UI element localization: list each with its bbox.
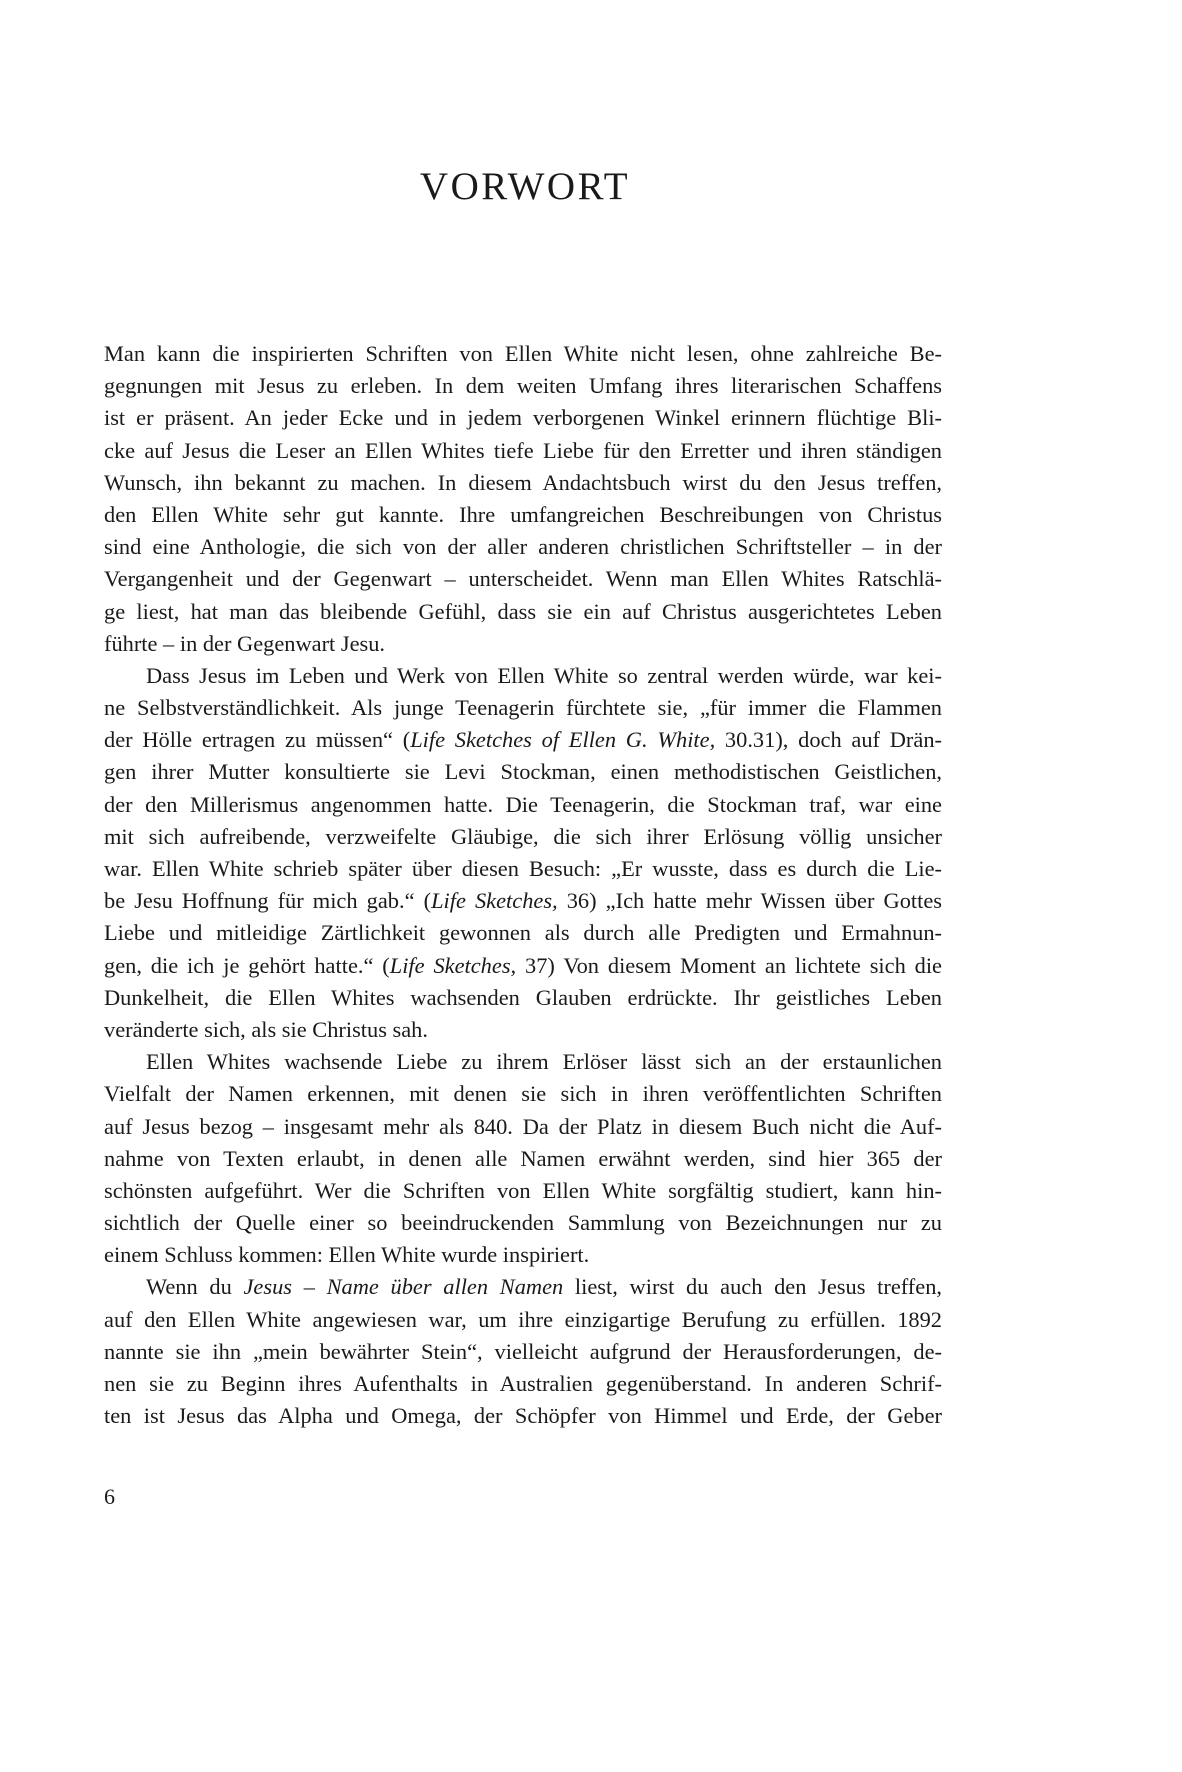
text-segment: Ellen Whites wachsende Liebe zu ihrem Erlöser lässt sich an der erstaunlichen [146,1049,942,1075]
text-line [104,1400,942,1432]
text-line [104,1111,942,1143]
text-line [104,789,942,821]
text-segment: ne Selbstverständlichkeit. Als junge Teenagerin fürchtete sie, „für immer die Flammen [104,695,942,721]
text-line [104,1207,942,1239]
text-line [104,1046,942,1078]
text-segment: 36) „Ich hatte mehr Wissen über Gottes [557,888,942,914]
text-segment: nahme von Texten erlaubt, in denen alle Namen erwähnt werden, sind hier 365 der [104,1145,942,1171]
text-line [104,724,942,756]
preface-body-text [104,338,942,1432]
page-number: 6 [104,1484,115,1509]
text-segment: der Hölle ertragen zu müssen“ ( [104,727,411,753]
text-segment: sind eine Anthologie, die sich von der aller anderen christlichen Schriftsteller – in der [104,534,942,560]
text-segment: be Jesu Hoffnung für mich gab.“ ( [104,888,432,914]
text-segment: einem Schluss kommen: Ellen White wurde inspiriert. [104,1242,590,1268]
text-segment: sichtlich der Quelle einer so beeindruckenden Sammlung von Bezeichnungen nur zu [104,1210,942,1236]
text-segment: Wenn du [146,1274,244,1300]
text-line [104,1304,942,1336]
text-line [104,1368,942,1400]
text-line [104,531,942,563]
text-line [104,821,942,853]
text-line [104,1271,942,1303]
italic-citation: Jesus – Name über allen Namen [243,1274,564,1300]
text-segment: Liebe und mitleidige Zärtlichkeit gewonnen als durch alle Predigten und Ermahnun- [104,920,942,946]
italic-citation: Life Sketches, [389,952,517,978]
text-line [104,950,942,982]
text-segment: 30.31), doch auf Drän- [715,727,942,753]
italic-citation: Life Sketches of Ellen G. White, [410,727,716,753]
text-line [104,756,942,788]
text-segment: gegnungen mit Jesus zu erleben. In dem weiten Umfang ihres literarischen Schaffens [104,373,942,399]
text-segment: Wunsch, ihn bekannt zu machen. In diesem Andachtsbuch wirst du den Jesus treffen, [104,469,942,495]
chapter-heading: VORWORT [419,165,631,208]
text-segment: cke auf Jesus die Leser an Ellen Whites tiefe Liebe für den Erretter und ihren ständigen [104,437,942,463]
text-segment: 37) Von diesem Moment an lichtete sich die [516,952,942,978]
text-segment: Dass Jesus im Leben und Werk von Ellen White so zentral werden würde, war kei- [146,662,942,688]
text-line [104,917,942,949]
text-segment: gen, die ich je gehört hatte.“ ( [104,952,390,978]
text-line [104,1175,942,1207]
text-line [104,1014,942,1046]
text-line [104,467,942,499]
text-segment: der den Millerismus angenommen hatte. Die Teenagerin, die Stockman traf, war eine [104,791,942,817]
text-segment: Vergangenheit und der Gegenwart – unterscheidet. Wenn man Ellen Whites Ratschlä- [104,566,942,592]
text-segment: ge liest, hat man das bleibende Gefühl, dass sie ein auf Christus ausgerichtetes Leben [104,598,942,624]
text-segment: Vielfalt der Namen erkennen, mit denen sie sich in ihren veröffentlichten Schriften [104,1081,942,1107]
text-line [104,596,942,628]
text-segment: gen ihrer Mutter konsultierte sie Levi Stockman, einen methodistischen Geistlichen, [104,759,942,785]
text-segment: nannte sie ihn „mein bewährter Stein“, vielleicht aufgrund der Herausforderungen, de- [104,1338,942,1364]
text-segment: liest, wirst du auch den Jesus treffen, [563,1274,942,1300]
text-line [104,563,942,595]
text-line [104,370,942,402]
text-segment: ten ist Jesus das Alpha und Omega, der Schöpfer von Himmel und Erde, der Geber [104,1403,942,1429]
text-segment: auf Jesus bezog – insgesamt mehr als 840. Da der Platz in diesem Buch nicht die Auf- [104,1113,942,1139]
text-segment: Man kann die inspirierten Schriften von Ellen White nicht lesen, ohne zahlreiche Be- [104,341,942,366]
text-line [104,692,942,724]
text-line [104,853,942,885]
text-segment: ist er präsent. An jeder Ecke und in jedem verborgenen Winkel erinnern flüchtige Bli- [104,405,942,431]
text-line [104,1078,942,1110]
text-segment: auf den Ellen White angewiesen war, um ihre einzigartige Berufung zu erfüllen. 1892 [104,1306,942,1332]
text-segment: schönsten aufgeführt. Wer die Schriften von Ellen White sorgfältig studiert, kann hin- [104,1177,942,1203]
text-line [104,982,942,1014]
text-line [104,1143,942,1175]
text-line [104,1239,942,1271]
text-segment: war. Ellen White schrieb später über diesen Besuch: „Er wusste, dass es durch die Lie- [104,856,942,881]
text-segment: den Ellen White sehr gut kannte. Ihre umfangreichen Beschreibungen von Christus [104,501,942,527]
text-line [104,1336,942,1368]
text-segment: veränderte sich, als sie Christus sah. [104,1016,428,1042]
text-line [104,338,942,370]
text-line [104,435,942,467]
text-line [104,402,942,434]
text-segment: mit sich aufreibende, verzweifelte Gläubige, die sich ihrer Erlösung völlig unsicher [104,823,942,849]
text-line [104,628,942,660]
italic-citation: Life Sketches, [431,888,558,914]
text-segment: nen sie zu Beginn ihres Aufenthalts in Australien gegenüberstand. In anderen Schrif- [104,1371,942,1396]
text-line [104,660,942,692]
text-line [104,499,942,531]
text-line [104,885,942,917]
text-segment: Dunkelheit, die Ellen Whites wachsenden Glauben erdrückte. Ihr geistliches Leben [104,984,942,1010]
text-segment: führte – in der Gegenwart Jesu. [104,630,386,656]
